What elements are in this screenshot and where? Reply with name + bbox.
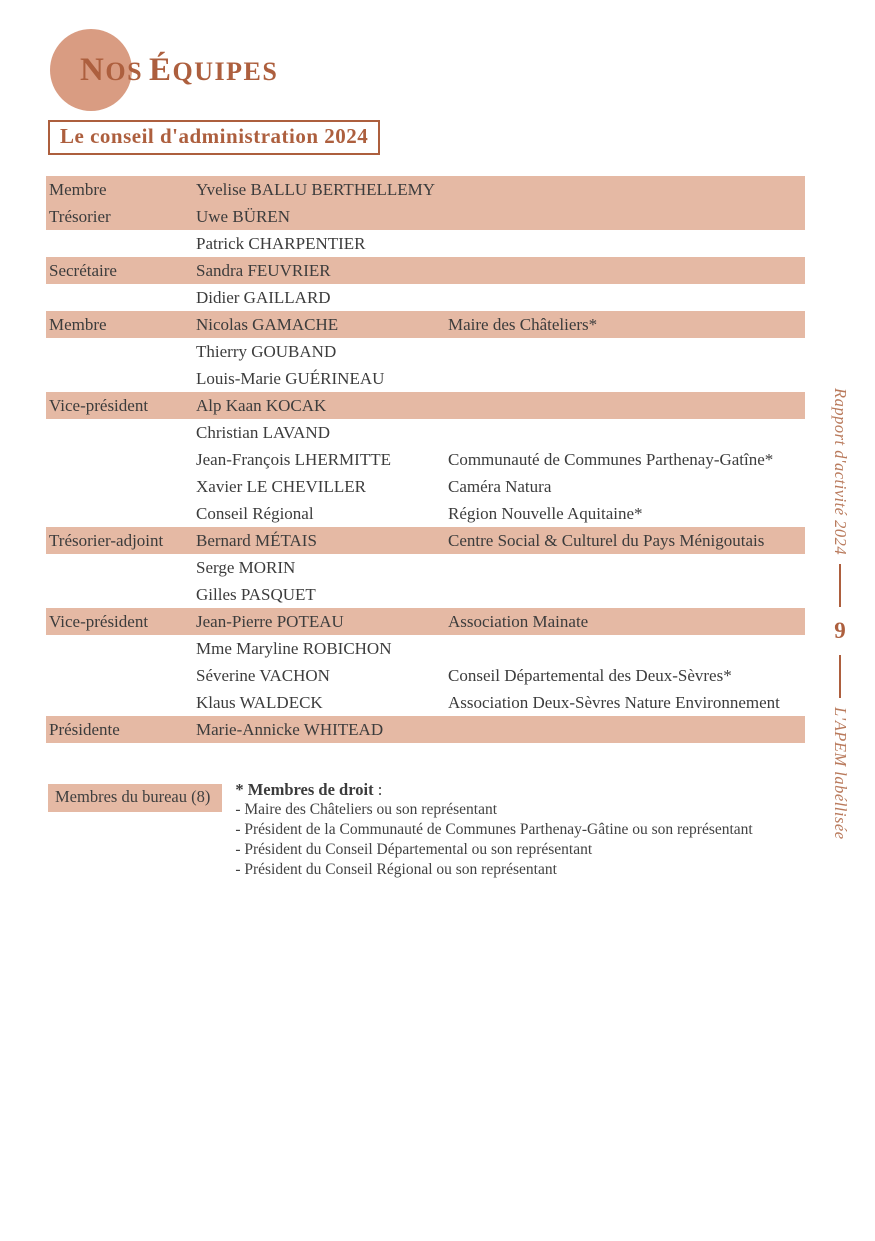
name-cell: Christian LAVAND bbox=[196, 422, 330, 442]
name-cell: Séverine VACHON bbox=[196, 665, 330, 685]
board-table-row bbox=[46, 338, 805, 365]
notes-title-text: * Membres de droit bbox=[235, 780, 374, 799]
footnotes-section bbox=[48, 780, 753, 880]
name-cell: Conseil Régional bbox=[196, 503, 314, 523]
organization-cell: Caméra Natura bbox=[448, 476, 552, 496]
role-cell: Membre bbox=[49, 314, 107, 334]
role-cell: Trésorier-adjoint bbox=[49, 530, 164, 550]
role-cell: Membre bbox=[49, 179, 107, 199]
board-table-row bbox=[46, 527, 805, 554]
role-cell: Trésorier bbox=[49, 206, 111, 226]
page-number: 9 bbox=[834, 618, 846, 644]
note-item: - Président du Conseil Régional ou son représentant bbox=[235, 861, 557, 878]
name-cell: Mme Maryline ROBICHON bbox=[196, 638, 392, 658]
role-cell: Vice-président bbox=[49, 395, 149, 415]
note-item: - Président de la Communauté de Communes Parthenay-Gâtine ou son représentant bbox=[235, 821, 753, 838]
board-table-row bbox=[46, 500, 805, 527]
organization-cell: Conseil Départemental des Deux-Sèvres* bbox=[448, 665, 732, 685]
board-table-row bbox=[46, 365, 805, 392]
sidebar-label: L'APEM labéllisée bbox=[831, 707, 850, 840]
organization-cell: Centre Social & Culturel du Pays Ménigoutais bbox=[448, 530, 765, 550]
board-table-row bbox=[46, 581, 805, 608]
section-title: Le conseil d'administration 2024 bbox=[60, 124, 369, 148]
board-table-row bbox=[46, 662, 805, 689]
page-margin-sidebar bbox=[820, 388, 860, 840]
name-cell: Klaus WALDECK bbox=[196, 692, 323, 712]
organization-cell: Communauté de Communes Parthenay-Gatîne* bbox=[448, 449, 774, 469]
board-table-row bbox=[46, 230, 805, 257]
page-title-word: NOS bbox=[80, 52, 144, 88]
organization-cell: Région Nouvelle Aquitaine* bbox=[448, 503, 643, 523]
board-table-row bbox=[46, 257, 805, 284]
board-table-row bbox=[46, 473, 805, 500]
divider-line bbox=[839, 564, 841, 607]
role-cell: Présidente bbox=[49, 719, 120, 739]
notes-title-colon: : bbox=[373, 780, 383, 799]
name-cell: Thierry GOUBAND bbox=[196, 341, 337, 361]
organization-cell: Maire des Châteliers* bbox=[448, 314, 598, 334]
name-cell: Alp Kaan KOCAK bbox=[196, 395, 327, 415]
board-table-row bbox=[46, 311, 805, 338]
board-table-row bbox=[46, 392, 805, 419]
name-cell: Uwe BÜREN bbox=[196, 206, 290, 226]
sidebar-report-title: Rapport d'activité 2024 bbox=[831, 388, 850, 556]
organization-cell: Association Deux-Sèvres Nature Environnement bbox=[448, 692, 780, 712]
role-cell: Secrétaire bbox=[49, 260, 117, 280]
name-cell: Didier GAILLARD bbox=[196, 287, 331, 307]
board-table-row bbox=[46, 446, 805, 473]
notes-list bbox=[235, 800, 752, 880]
name-cell: Yvelise BALLU BERTHELLEMY bbox=[196, 179, 436, 199]
role-cell: Vice-président bbox=[49, 611, 149, 631]
name-cell: Jean-François LHERMITTE bbox=[196, 449, 391, 469]
board-table-row bbox=[46, 284, 805, 311]
notes-title bbox=[235, 780, 752, 800]
name-cell: Patrick CHARPENTIER bbox=[196, 233, 366, 253]
board-table-row bbox=[46, 635, 805, 662]
page-title bbox=[80, 52, 284, 89]
board-table-row bbox=[46, 203, 805, 230]
note-item: - Président du Conseil Départemental ou son représentant bbox=[235, 841, 593, 858]
name-cell: Nicolas GAMACHE bbox=[196, 314, 339, 334]
legal-members-notes bbox=[235, 780, 752, 880]
page-title-word: ÉQUIPES bbox=[149, 52, 279, 88]
board-table-row bbox=[46, 419, 805, 446]
divider-line bbox=[839, 655, 841, 698]
name-cell: Marie-Annicke WHITEAD bbox=[196, 719, 384, 739]
name-cell: Sandra FEUVRIER bbox=[196, 260, 331, 280]
note-item: - Maire des Châteliers ou son représentant bbox=[235, 801, 498, 818]
name-cell: Serge MORIN bbox=[196, 557, 296, 577]
name-cell: Bernard MÉTAIS bbox=[196, 530, 317, 550]
name-cell: Jean-Pierre POTEAU bbox=[196, 611, 344, 631]
bureau-badge bbox=[48, 784, 222, 812]
board-table bbox=[46, 176, 805, 743]
name-cell: Gilles PASQUET bbox=[196, 584, 316, 604]
board-table-row bbox=[46, 689, 805, 716]
board-table-row bbox=[46, 554, 805, 581]
bureau-badge-label: Membres du bureau (8) bbox=[55, 787, 211, 806]
organization-cell: Association Mainate bbox=[448, 611, 589, 631]
section-title-box bbox=[48, 120, 380, 155]
name-cell: Xavier LE CHEVILLER bbox=[196, 476, 366, 496]
board-table-row bbox=[46, 716, 805, 743]
board-table-row bbox=[46, 608, 805, 635]
board-table-row bbox=[46, 176, 805, 203]
name-cell: Louis-Marie GUÉRINEAU bbox=[196, 368, 385, 388]
